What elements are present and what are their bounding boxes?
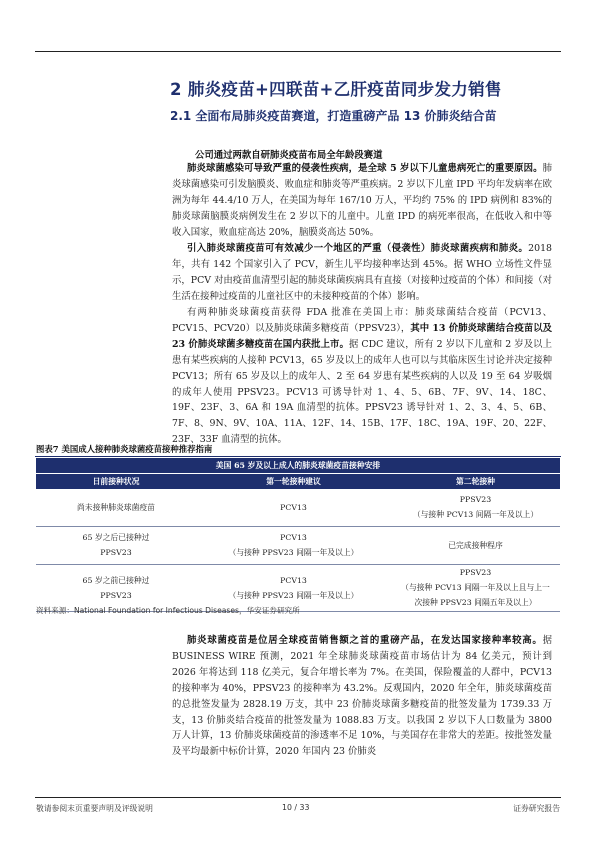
subsection-heading: 2.1 全面布局肺炎疫苗赛道，打造重磅产品 13 价肺炎结合苗: [170, 109, 497, 123]
table-cell: PCV13 （与接种 PPSV23 间隔一年及以上）: [196, 526, 391, 564]
table-row: [36, 564, 560, 611]
paragraph-lead: 肺炎球菌疫苗是位居全球疫苗销售额之首的重磅产品，在发达国家接种率较高。: [187, 635, 543, 646]
table-cell: PCV13 （与接种 PPSV23 间隔一年及以上）: [196, 564, 391, 611]
table-cell: PPSV23 （与接种 PCV13 间隔一年及以上且与上一 次接种 PPSV23 间隔五年及以上）: [391, 564, 560, 611]
vaccination-recommendation-table: [36, 458, 560, 612]
figure-title: 图表7 美国成人接种肺炎球菌疫苗接种推荐指南: [36, 444, 213, 454]
table-row: [36, 526, 560, 564]
table-band-title: 美国 65 岁及以上成人的肺炎球菌疫苗接种安排: [36, 458, 560, 474]
paragraph-pneumococcal-burden: [172, 161, 552, 241]
paragraph-market-size: [172, 633, 552, 760]
table-cell: 尚未接种肺炎球菌疫苗: [36, 489, 196, 526]
paragraph-lead: 肺炎球菌感染可导致严重的侵袭性疾病，是全球 5 岁以下儿童患病死亡的重要原因。: [187, 163, 543, 174]
table-header: 第二轮接种: [391, 474, 560, 490]
table-header: 第一轮接种建议: [196, 474, 391, 490]
paragraph-body: 有两种肺炎球菌疫苗获得 FDA 批准在美国上市：肺炎球菌结合疫苗（PCV13、PCV15、PCV20）以及肺炎球菌多糖疫苗（PPSV23），: [172, 307, 552, 334]
table-row: [36, 489, 560, 526]
paragraph-body: 据 CDC 建议，所有 2 岁以下儿童和 2 岁及以上患有某些疾病的人接种 PCV13，65 岁及以上的成年人也可以与其临床医生讨论并决定接种 PCV13；所有 65 岁及以上的成年人、2 至 64 岁患有某些疾病的人以及 19 至 64 岁吸烟的成年人使用 PPSV23。PCV13 可诱导针对 1、4、5、6B、7F、9V、14、18C、19F、23F、3、6A 和 19A 血清型的抗体。PPSV23 诱导针对 1、2、3、4、5、6B、7F、8、9N、9V、10A、11A、12F、14、15B、17F、18C、19A、19F、20、22F、23F、33F 血清型的抗体。: [172, 338, 552, 446]
paragraph-body: 肺炎球菌感染可引发脑膜炎、败血症和肺炎等严重疾病。2 岁以下儿童 IPD 平均年发病率在欧洲为每年 44.4/10 万人，在美国为每年 167/10 万人，平均约 75% 的 IPD 病例和 83%的肺炎球菌脑膜炎病例发生在 2 岁以下的儿童中。儿童 IPD 的病死率很高，在低收入和中等收入国家，败血症高达 20%，脑膜炎高达 50%。: [172, 163, 552, 238]
paragraph-fda-approval: [172, 305, 552, 448]
footer-rule: [35, 797, 561, 798]
paragraph-body: 据 BUSINESS WIRE 预测，2021 年全球肺炎球菌疫苗市场估计为 84 亿美元，预计到 2026 年将达到 118 亿美元，复合年增长率为 7%。在美国，保险覆盖的人群中，PCV13 的接种率为 40%，PPSV23 的接种率为 43.2%。反观国内，2020 年全年，肺炎球菌疫苗的总批签发量为 2828.19 万支，其中 23 价肺炎球菌多糖疫苗的批签发量为 1739.33 万支，13 价肺炎结合疫苗的批签发量为 1088.83 万支。以我国 2 岁以下人口数量为 3800 万人计算，13 价肺炎球菌疫苗的渗透率不足 10%，与美国存在非常大的差距。按批签发量及平均最新中标价计算，2020 年国内 23 价肺炎: [172, 635, 552, 758]
table-cell: 65 岁之后已接种过 PPSV23: [36, 526, 196, 564]
table-cell: PPSV23 （与接种 PCV13 间隔一年及以上）: [391, 489, 560, 526]
table-cell: 65 岁之前已接种过 PPSV23: [36, 564, 196, 611]
section-heading: 2 肺炎疫苗+四联苗+乙肝疫苗同步发力销售: [170, 80, 502, 99]
paragraph-vaccine-impact: [172, 241, 552, 305]
paragraph-emphasis: 其中 13 价肺炎球菌结合疫苗以及 23 价肺炎球菌多糖疫苗在国内获批上市。: [172, 322, 553, 350]
paragraph-body: 2018 年，共有 142 个国家引入了 PCV，新生儿平均接种率达到 45%。据 WHO 立场性文件显示，PCV 对由疫苗血清型引起的肺炎球菌疾病具有直接（对接种过疫苗的个体）和间接（对生活在接种过疫苗的儿童社区中的未接种疫苗的个体）影响。: [172, 243, 552, 302]
paragraph-lead: 引入肺炎球菌疫苗可有效减少一个地区的严重（侵袭性）肺炎球菌疾病和肺炎。: [187, 243, 529, 254]
footer-report-type: 证券研究报告: [513, 804, 560, 813]
page-number: 10 / 33: [282, 803, 310, 812]
figure-source: 资料来源：National Foundation for Infectious Diseases，华安证券研究所: [36, 606, 300, 615]
table-cell: 已完成接种程序: [391, 526, 560, 564]
footer-disclaimer: 敬请参阅末页重要声明及评级说明: [36, 804, 153, 813]
table-cell: PCV13: [196, 489, 391, 526]
table-header: 日前接种状况: [36, 474, 196, 490]
header-rule: [35, 51, 561, 52]
paragraph-subheading: 公司通过两款自研肺炎疫苗布局全年龄段赛道: [195, 150, 383, 161]
figure-rule: [35, 456, 561, 457]
